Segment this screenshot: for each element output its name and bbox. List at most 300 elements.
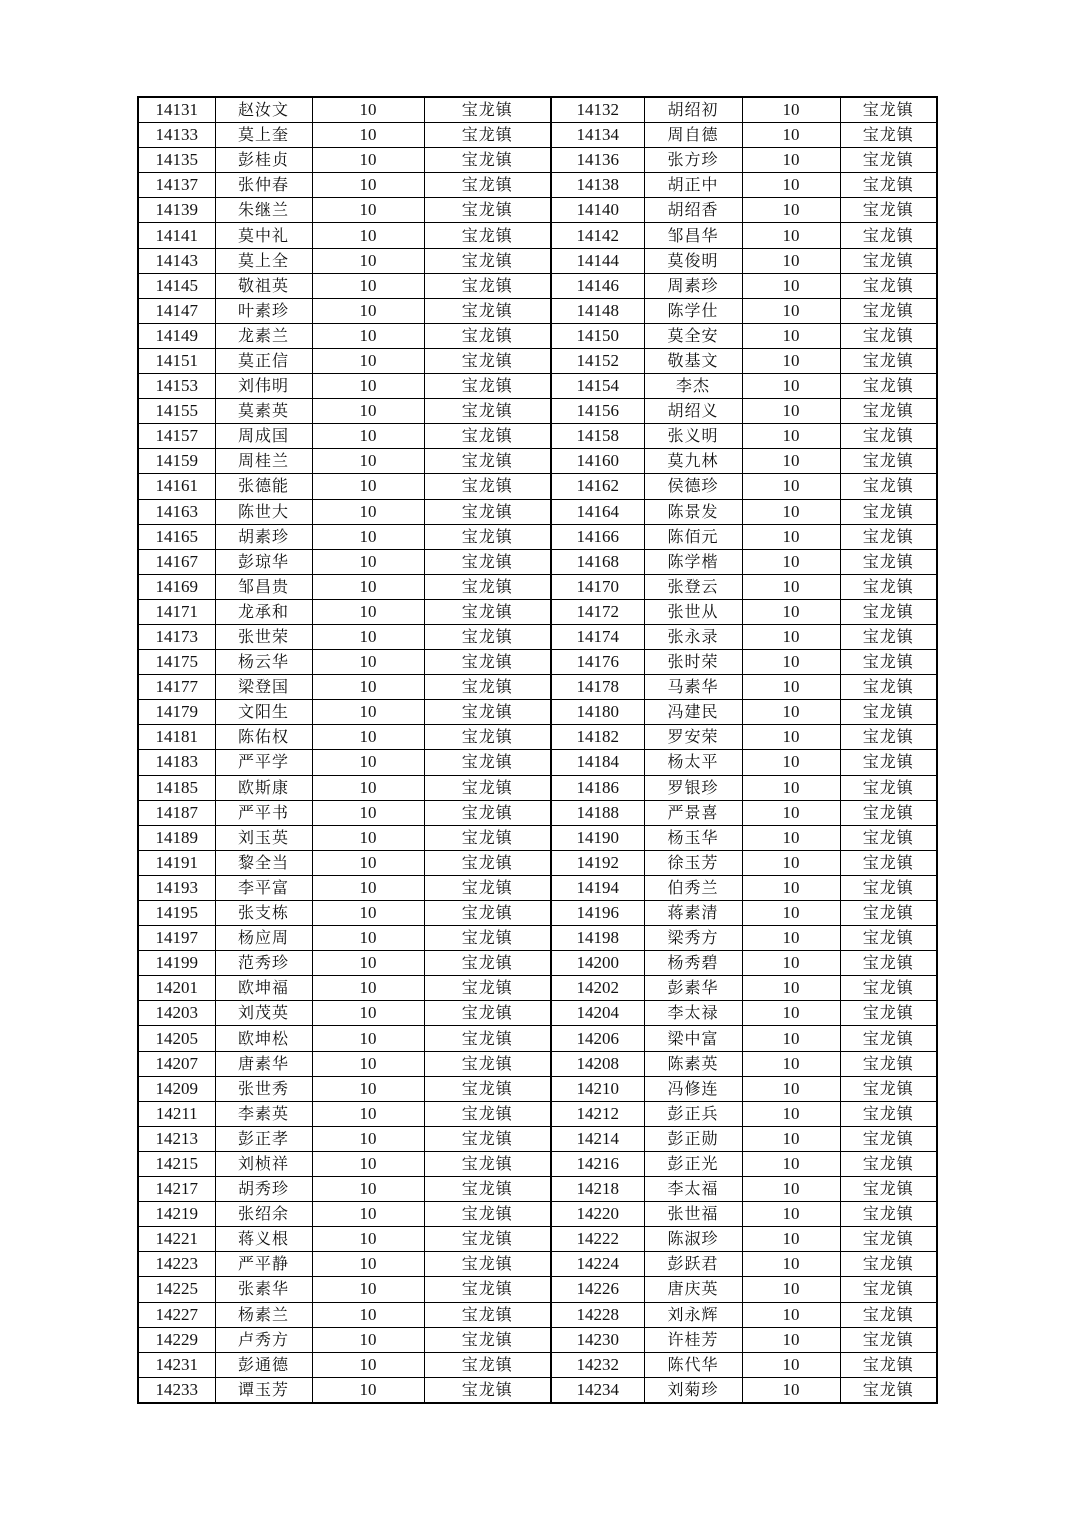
left-name-cell: 刘桢祥 bbox=[215, 1151, 312, 1176]
left-amount-cell: 10 bbox=[312, 850, 424, 875]
table-row bbox=[138, 1126, 937, 1151]
right-amount-cell: 10 bbox=[742, 399, 840, 424]
right-place-cell: 宝龙镇 bbox=[840, 148, 937, 173]
left-id-cell: 14171 bbox=[138, 599, 215, 624]
right-place-cell: 宝龙镇 bbox=[840, 700, 937, 725]
left-id-cell: 14137 bbox=[138, 173, 215, 198]
right-place-cell: 宝龙镇 bbox=[840, 1277, 937, 1302]
left-amount-cell: 10 bbox=[312, 1352, 424, 1377]
left-name-cell: 胡秀珍 bbox=[215, 1177, 312, 1202]
left-amount-cell: 10 bbox=[312, 1026, 424, 1051]
left-place-cell: 宝龙镇 bbox=[424, 549, 551, 574]
right-id-cell: 14142 bbox=[551, 223, 644, 248]
left-place-cell: 宝龙镇 bbox=[424, 1277, 551, 1302]
left-id-cell: 14207 bbox=[138, 1051, 215, 1076]
left-id-cell: 14209 bbox=[138, 1076, 215, 1101]
left-id-cell: 14163 bbox=[138, 499, 215, 524]
table-row bbox=[138, 1151, 937, 1176]
right-place-cell: 宝龙镇 bbox=[840, 1101, 937, 1126]
right-id-cell: 14176 bbox=[551, 650, 644, 675]
right-name-cell: 马素华 bbox=[644, 675, 742, 700]
right-name-cell: 杨玉华 bbox=[644, 825, 742, 850]
right-id-cell: 14178 bbox=[551, 675, 644, 700]
right-amount-cell: 10 bbox=[742, 1302, 840, 1327]
table-row bbox=[138, 775, 937, 800]
right-id-cell: 14170 bbox=[551, 574, 644, 599]
right-name-cell: 张世福 bbox=[644, 1202, 742, 1227]
left-id-cell: 14203 bbox=[138, 1001, 215, 1026]
right-name-cell: 莫全安 bbox=[644, 323, 742, 348]
table-row bbox=[138, 901, 937, 926]
left-place-cell: 宝龙镇 bbox=[424, 1177, 551, 1202]
right-name-cell: 梁秀方 bbox=[644, 926, 742, 951]
left-id-cell: 14179 bbox=[138, 700, 215, 725]
left-name-cell: 龙素兰 bbox=[215, 323, 312, 348]
left-id-cell: 14201 bbox=[138, 976, 215, 1001]
right-place-cell: 宝龙镇 bbox=[840, 1227, 937, 1252]
left-place-cell: 宝龙镇 bbox=[424, 1377, 551, 1403]
right-id-cell: 14212 bbox=[551, 1101, 644, 1126]
right-name-cell: 冯建民 bbox=[644, 700, 742, 725]
left-id-cell: 14139 bbox=[138, 198, 215, 223]
right-place-cell: 宝龙镇 bbox=[840, 850, 937, 875]
left-id-cell: 14175 bbox=[138, 650, 215, 675]
right-name-cell: 莫俊明 bbox=[644, 248, 742, 273]
right-name-cell: 张登云 bbox=[644, 574, 742, 599]
left-id-cell: 14181 bbox=[138, 725, 215, 750]
left-place-cell: 宝龙镇 bbox=[424, 951, 551, 976]
left-id-cell: 14195 bbox=[138, 901, 215, 926]
roster-table bbox=[137, 96, 938, 1404]
left-place-cell: 宝龙镇 bbox=[424, 750, 551, 775]
left-name-cell: 张素华 bbox=[215, 1277, 312, 1302]
left-amount-cell: 10 bbox=[312, 148, 424, 173]
right-place-cell: 宝龙镇 bbox=[840, 1377, 937, 1403]
left-id-cell: 14185 bbox=[138, 775, 215, 800]
right-amount-cell: 10 bbox=[742, 700, 840, 725]
right-amount-cell: 10 bbox=[742, 374, 840, 399]
left-id-cell: 14141 bbox=[138, 223, 215, 248]
right-place-cell: 宝龙镇 bbox=[840, 198, 937, 223]
right-amount-cell: 10 bbox=[742, 599, 840, 624]
right-place-cell: 宝龙镇 bbox=[840, 248, 937, 273]
table-row bbox=[138, 1001, 937, 1026]
table-row bbox=[138, 1177, 937, 1202]
left-name-cell: 莫正信 bbox=[215, 348, 312, 373]
left-place-cell: 宝龙镇 bbox=[424, 976, 551, 1001]
left-place-cell: 宝龙镇 bbox=[424, 800, 551, 825]
left-place-cell: 宝龙镇 bbox=[424, 474, 551, 499]
right-id-cell: 14146 bbox=[551, 273, 644, 298]
right-place-cell: 宝龙镇 bbox=[840, 1252, 937, 1277]
left-place-cell: 宝龙镇 bbox=[424, 198, 551, 223]
right-amount-cell: 10 bbox=[742, 1352, 840, 1377]
right-place-cell: 宝龙镇 bbox=[840, 1001, 937, 1026]
right-name-cell: 彭正兵 bbox=[644, 1101, 742, 1126]
right-name-cell: 梁中富 bbox=[644, 1026, 742, 1051]
right-amount-cell: 10 bbox=[742, 825, 840, 850]
table-row bbox=[138, 399, 937, 424]
left-place-cell: 宝龙镇 bbox=[424, 926, 551, 951]
left-amount-cell: 10 bbox=[312, 599, 424, 624]
left-amount-cell: 10 bbox=[312, 875, 424, 900]
right-id-cell: 14152 bbox=[551, 348, 644, 373]
table-row bbox=[138, 424, 937, 449]
left-amount-cell: 10 bbox=[312, 926, 424, 951]
right-name-cell: 陈学仕 bbox=[644, 298, 742, 323]
right-amount-cell: 10 bbox=[742, 1151, 840, 1176]
right-place-cell: 宝龙镇 bbox=[840, 97, 937, 123]
right-name-cell: 罗银珍 bbox=[644, 775, 742, 800]
left-place-cell: 宝龙镇 bbox=[424, 348, 551, 373]
left-place-cell: 宝龙镇 bbox=[424, 624, 551, 649]
right-place-cell: 宝龙镇 bbox=[840, 298, 937, 323]
right-id-cell: 14194 bbox=[551, 875, 644, 900]
left-name-cell: 莫素英 bbox=[215, 399, 312, 424]
table-row bbox=[138, 650, 937, 675]
left-place-cell: 宝龙镇 bbox=[424, 850, 551, 875]
right-place-cell: 宝龙镇 bbox=[840, 624, 937, 649]
right-amount-cell: 10 bbox=[742, 750, 840, 775]
left-name-cell: 彭正孝 bbox=[215, 1126, 312, 1151]
right-amount-cell: 10 bbox=[742, 348, 840, 373]
right-name-cell: 徐玉芳 bbox=[644, 850, 742, 875]
left-id-cell: 14177 bbox=[138, 675, 215, 700]
right-id-cell: 14222 bbox=[551, 1227, 644, 1252]
right-name-cell: 张世从 bbox=[644, 599, 742, 624]
right-id-cell: 14218 bbox=[551, 1177, 644, 1202]
left-id-cell: 14157 bbox=[138, 424, 215, 449]
right-amount-cell: 10 bbox=[742, 424, 840, 449]
left-name-cell: 张世秀 bbox=[215, 1076, 312, 1101]
left-name-cell: 卢秀方 bbox=[215, 1327, 312, 1352]
left-id-cell: 14189 bbox=[138, 825, 215, 850]
right-amount-cell: 10 bbox=[742, 800, 840, 825]
table-row bbox=[138, 1327, 937, 1352]
table-row bbox=[138, 549, 937, 574]
table-row bbox=[138, 1227, 937, 1252]
left-amount-cell: 10 bbox=[312, 1252, 424, 1277]
right-place-cell: 宝龙镇 bbox=[840, 549, 937, 574]
right-place-cell: 宝龙镇 bbox=[840, 1026, 937, 1051]
right-id-cell: 14190 bbox=[551, 825, 644, 850]
left-id-cell: 14217 bbox=[138, 1177, 215, 1202]
right-name-cell: 邹昌华 bbox=[644, 223, 742, 248]
right-amount-cell: 10 bbox=[742, 574, 840, 599]
left-name-cell: 莫上奎 bbox=[215, 123, 312, 148]
right-place-cell: 宝龙镇 bbox=[840, 499, 937, 524]
table-row bbox=[138, 800, 937, 825]
table-row bbox=[138, 750, 937, 775]
right-place-cell: 宝龙镇 bbox=[840, 323, 937, 348]
left-id-cell: 14165 bbox=[138, 524, 215, 549]
right-place-cell: 宝龙镇 bbox=[840, 1051, 937, 1076]
right-amount-cell: 10 bbox=[742, 499, 840, 524]
right-name-cell: 张时荣 bbox=[644, 650, 742, 675]
right-id-cell: 14132 bbox=[551, 97, 644, 123]
table-row bbox=[138, 1101, 937, 1126]
right-name-cell: 彭素华 bbox=[644, 976, 742, 1001]
right-id-cell: 14214 bbox=[551, 1126, 644, 1151]
left-place-cell: 宝龙镇 bbox=[424, 825, 551, 850]
left-amount-cell: 10 bbox=[312, 223, 424, 248]
right-id-cell: 14150 bbox=[551, 323, 644, 348]
right-place-cell: 宝龙镇 bbox=[840, 1126, 937, 1151]
left-name-cell: 蒋义根 bbox=[215, 1227, 312, 1252]
right-place-cell: 宝龙镇 bbox=[840, 1302, 937, 1327]
table-row bbox=[138, 223, 937, 248]
right-place-cell: 宝龙镇 bbox=[840, 1076, 937, 1101]
left-name-cell: 杨素兰 bbox=[215, 1302, 312, 1327]
left-id-cell: 14221 bbox=[138, 1227, 215, 1252]
left-id-cell: 14169 bbox=[138, 574, 215, 599]
left-name-cell: 张世荣 bbox=[215, 624, 312, 649]
left-place-cell: 宝龙镇 bbox=[424, 374, 551, 399]
left-amount-cell: 10 bbox=[312, 1377, 424, 1403]
left-place-cell: 宝龙镇 bbox=[424, 524, 551, 549]
right-name-cell: 陈淑珍 bbox=[644, 1227, 742, 1252]
left-place-cell: 宝龙镇 bbox=[424, 1076, 551, 1101]
left-id-cell: 14233 bbox=[138, 1377, 215, 1403]
left-id-cell: 14147 bbox=[138, 298, 215, 323]
right-amount-cell: 10 bbox=[742, 1101, 840, 1126]
right-id-cell: 14158 bbox=[551, 424, 644, 449]
right-amount-cell: 10 bbox=[742, 449, 840, 474]
right-name-cell: 杨秀碧 bbox=[644, 951, 742, 976]
right-name-cell: 胡绍初 bbox=[644, 97, 742, 123]
right-place-cell: 宝龙镇 bbox=[840, 775, 937, 800]
right-place-cell: 宝龙镇 bbox=[840, 976, 937, 1001]
table-row bbox=[138, 499, 937, 524]
right-name-cell: 陈佰元 bbox=[644, 524, 742, 549]
right-id-cell: 14198 bbox=[551, 926, 644, 951]
left-id-cell: 14143 bbox=[138, 248, 215, 273]
table-row bbox=[138, 1252, 937, 1277]
left-id-cell: 14215 bbox=[138, 1151, 215, 1176]
left-id-cell: 14211 bbox=[138, 1101, 215, 1126]
table-row bbox=[138, 1302, 937, 1327]
left-place-cell: 宝龙镇 bbox=[424, 273, 551, 298]
table-row bbox=[138, 198, 937, 223]
right-amount-cell: 10 bbox=[742, 1227, 840, 1252]
right-name-cell: 周自德 bbox=[644, 123, 742, 148]
left-place-cell: 宝龙镇 bbox=[424, 675, 551, 700]
left-place-cell: 宝龙镇 bbox=[424, 248, 551, 273]
left-place-cell: 宝龙镇 bbox=[424, 650, 551, 675]
left-place-cell: 宝龙镇 bbox=[424, 1151, 551, 1176]
left-amount-cell: 10 bbox=[312, 1177, 424, 1202]
right-amount-cell: 10 bbox=[742, 951, 840, 976]
left-id-cell: 14227 bbox=[138, 1302, 215, 1327]
left-id-cell: 14225 bbox=[138, 1277, 215, 1302]
left-name-cell: 严平学 bbox=[215, 750, 312, 775]
table-row bbox=[138, 1277, 937, 1302]
right-place-cell: 宝龙镇 bbox=[840, 926, 937, 951]
right-place-cell: 宝龙镇 bbox=[840, 725, 937, 750]
right-place-cell: 宝龙镇 bbox=[840, 951, 937, 976]
table-row bbox=[138, 524, 937, 549]
right-amount-cell: 10 bbox=[742, 1076, 840, 1101]
left-id-cell: 14149 bbox=[138, 323, 215, 348]
right-id-cell: 14168 bbox=[551, 549, 644, 574]
right-name-cell: 严景喜 bbox=[644, 800, 742, 825]
left-amount-cell: 10 bbox=[312, 1227, 424, 1252]
left-name-cell: 彭通德 bbox=[215, 1352, 312, 1377]
right-amount-cell: 10 bbox=[742, 1277, 840, 1302]
left-amount-cell: 10 bbox=[312, 1327, 424, 1352]
right-id-cell: 14166 bbox=[551, 524, 644, 549]
right-name-cell: 周素珍 bbox=[644, 273, 742, 298]
left-amount-cell: 10 bbox=[312, 1076, 424, 1101]
left-place-cell: 宝龙镇 bbox=[424, 1227, 551, 1252]
left-place-cell: 宝龙镇 bbox=[424, 1252, 551, 1277]
right-amount-cell: 10 bbox=[742, 97, 840, 123]
right-name-cell: 彭正勋 bbox=[644, 1126, 742, 1151]
right-place-cell: 宝龙镇 bbox=[840, 800, 937, 825]
left-place-cell: 宝龙镇 bbox=[424, 901, 551, 926]
table-row bbox=[138, 825, 937, 850]
right-id-cell: 14160 bbox=[551, 449, 644, 474]
left-id-cell: 14133 bbox=[138, 123, 215, 148]
left-amount-cell: 10 bbox=[312, 951, 424, 976]
left-amount-cell: 10 bbox=[312, 273, 424, 298]
table-row bbox=[138, 248, 937, 273]
roster-table-body bbox=[138, 97, 937, 1403]
left-place-cell: 宝龙镇 bbox=[424, 323, 551, 348]
left-amount-cell: 10 bbox=[312, 97, 424, 123]
right-id-cell: 14220 bbox=[551, 1202, 644, 1227]
left-amount-cell: 10 bbox=[312, 825, 424, 850]
left-amount-cell: 10 bbox=[312, 1001, 424, 1026]
left-amount-cell: 10 bbox=[312, 574, 424, 599]
left-id-cell: 14197 bbox=[138, 926, 215, 951]
right-place-cell: 宝龙镇 bbox=[840, 750, 937, 775]
left-amount-cell: 10 bbox=[312, 374, 424, 399]
right-id-cell: 14144 bbox=[551, 248, 644, 273]
right-id-cell: 14156 bbox=[551, 399, 644, 424]
right-name-cell: 刘菊珍 bbox=[644, 1377, 742, 1403]
left-amount-cell: 10 bbox=[312, 173, 424, 198]
right-amount-cell: 10 bbox=[742, 1026, 840, 1051]
left-name-cell: 严平书 bbox=[215, 800, 312, 825]
left-name-cell: 严平静 bbox=[215, 1252, 312, 1277]
left-name-cell: 欧坤松 bbox=[215, 1026, 312, 1051]
right-id-cell: 14210 bbox=[551, 1076, 644, 1101]
left-name-cell: 梁登国 bbox=[215, 675, 312, 700]
left-amount-cell: 10 bbox=[312, 725, 424, 750]
right-name-cell: 彭正光 bbox=[644, 1151, 742, 1176]
left-amount-cell: 10 bbox=[312, 675, 424, 700]
right-amount-cell: 10 bbox=[742, 248, 840, 273]
right-amount-cell: 10 bbox=[742, 1327, 840, 1352]
right-name-cell: 蒋素清 bbox=[644, 901, 742, 926]
left-id-cell: 14153 bbox=[138, 374, 215, 399]
right-name-cell: 彭跃君 bbox=[644, 1252, 742, 1277]
left-name-cell: 刘茂英 bbox=[215, 1001, 312, 1026]
left-id-cell: 14167 bbox=[138, 549, 215, 574]
right-id-cell: 14180 bbox=[551, 700, 644, 725]
table-row bbox=[138, 1076, 937, 1101]
left-amount-cell: 10 bbox=[312, 1101, 424, 1126]
right-id-cell: 14192 bbox=[551, 850, 644, 875]
left-place-cell: 宝龙镇 bbox=[424, 1202, 551, 1227]
table-row bbox=[138, 1026, 937, 1051]
right-amount-cell: 10 bbox=[742, 1377, 840, 1403]
right-name-cell: 张方珍 bbox=[644, 148, 742, 173]
left-name-cell: 李素英 bbox=[215, 1101, 312, 1126]
left-place-cell: 宝龙镇 bbox=[424, 97, 551, 123]
left-place-cell: 宝龙镇 bbox=[424, 399, 551, 424]
left-amount-cell: 10 bbox=[312, 424, 424, 449]
left-name-cell: 张绍余 bbox=[215, 1202, 312, 1227]
right-place-cell: 宝龙镇 bbox=[840, 348, 937, 373]
left-amount-cell: 10 bbox=[312, 474, 424, 499]
right-name-cell: 许桂芳 bbox=[644, 1327, 742, 1352]
left-amount-cell: 10 bbox=[312, 1302, 424, 1327]
right-name-cell: 侯德珍 bbox=[644, 474, 742, 499]
right-name-cell: 冯修连 bbox=[644, 1076, 742, 1101]
right-id-cell: 14224 bbox=[551, 1252, 644, 1277]
left-place-cell: 宝龙镇 bbox=[424, 725, 551, 750]
left-name-cell: 陈世大 bbox=[215, 499, 312, 524]
left-place-cell: 宝龙镇 bbox=[424, 123, 551, 148]
right-place-cell: 宝龙镇 bbox=[840, 424, 937, 449]
table-row bbox=[138, 1051, 937, 1076]
right-amount-cell: 10 bbox=[742, 725, 840, 750]
right-name-cell: 刘永辉 bbox=[644, 1302, 742, 1327]
right-name-cell: 陈学楷 bbox=[644, 549, 742, 574]
table-row bbox=[138, 700, 937, 725]
left-name-cell: 张支栋 bbox=[215, 901, 312, 926]
table-row bbox=[138, 97, 937, 123]
right-amount-cell: 10 bbox=[742, 1126, 840, 1151]
table-row bbox=[138, 624, 937, 649]
left-amount-cell: 10 bbox=[312, 248, 424, 273]
left-place-cell: 宝龙镇 bbox=[424, 148, 551, 173]
right-name-cell: 胡绍义 bbox=[644, 399, 742, 424]
left-id-cell: 14187 bbox=[138, 800, 215, 825]
left-amount-cell: 10 bbox=[312, 1126, 424, 1151]
left-id-cell: 14191 bbox=[138, 850, 215, 875]
left-place-cell: 宝龙镇 bbox=[424, 1126, 551, 1151]
table-row bbox=[138, 449, 937, 474]
left-place-cell: 宝龙镇 bbox=[424, 1026, 551, 1051]
right-place-cell: 宝龙镇 bbox=[840, 650, 937, 675]
right-place-cell: 宝龙镇 bbox=[840, 1202, 937, 1227]
left-amount-cell: 10 bbox=[312, 1151, 424, 1176]
right-place-cell: 宝龙镇 bbox=[840, 474, 937, 499]
left-id-cell: 14213 bbox=[138, 1126, 215, 1151]
right-place-cell: 宝龙镇 bbox=[840, 273, 937, 298]
left-name-cell: 杨应周 bbox=[215, 926, 312, 951]
right-place-cell: 宝龙镇 bbox=[840, 1177, 937, 1202]
right-name-cell: 伯秀兰 bbox=[644, 875, 742, 900]
table-row bbox=[138, 348, 937, 373]
table-row bbox=[138, 850, 937, 875]
right-name-cell: 敬基文 bbox=[644, 348, 742, 373]
right-id-cell: 14204 bbox=[551, 1001, 644, 1026]
right-name-cell: 罗安荣 bbox=[644, 725, 742, 750]
left-amount-cell: 10 bbox=[312, 1202, 424, 1227]
right-id-cell: 14136 bbox=[551, 148, 644, 173]
right-name-cell: 李杰 bbox=[644, 374, 742, 399]
left-name-cell: 唐素华 bbox=[215, 1051, 312, 1076]
right-name-cell: 张永录 bbox=[644, 624, 742, 649]
left-place-cell: 宝龙镇 bbox=[424, 875, 551, 900]
left-place-cell: 宝龙镇 bbox=[424, 574, 551, 599]
right-name-cell: 陈代华 bbox=[644, 1352, 742, 1377]
right-place-cell: 宝龙镇 bbox=[840, 901, 937, 926]
